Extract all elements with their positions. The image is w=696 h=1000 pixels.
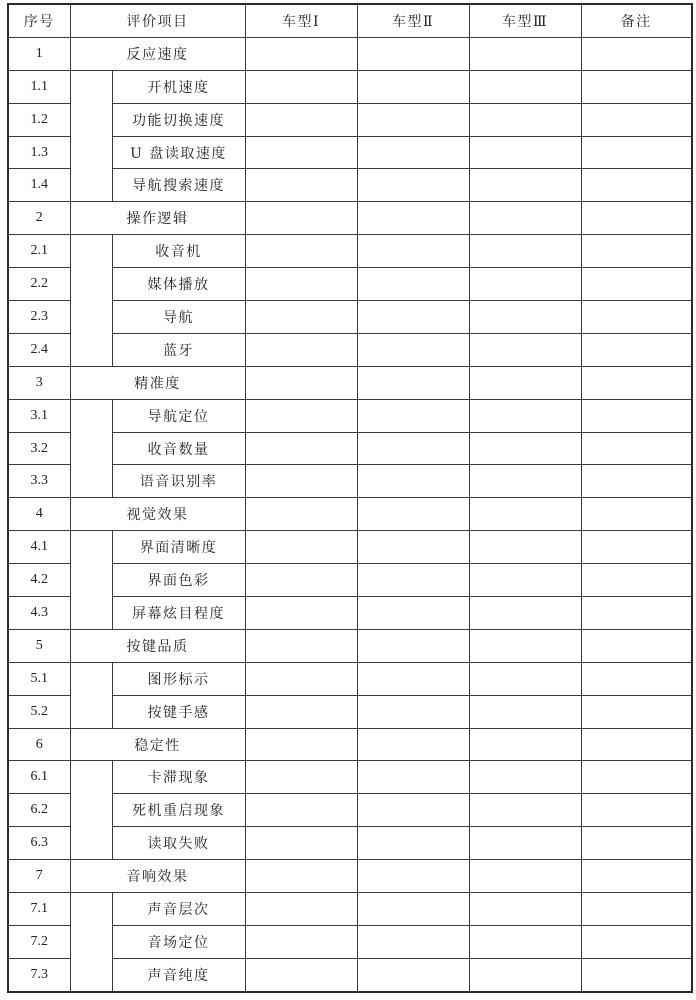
score-cell-car3[interactable]: [469, 893, 581, 926]
note-cell[interactable]: [581, 136, 692, 169]
score-cell-car1[interactable]: [245, 333, 357, 366]
note-cell[interactable]: [581, 728, 692, 761]
item-row: [8, 761, 692, 794]
category-row: [8, 728, 692, 761]
note-cell[interactable]: [581, 202, 692, 235]
note-cell[interactable]: [581, 498, 692, 531]
note-cell[interactable]: [581, 893, 692, 926]
score-cell-car3[interactable]: [469, 202, 581, 235]
item-name: 收音机: [112, 235, 245, 268]
score-cell-car3[interactable]: [469, 531, 581, 564]
score-cell-car1[interactable]: [245, 169, 357, 202]
score-cell-car3[interactable]: [469, 103, 581, 136]
score-cell-car2[interactable]: [357, 235, 469, 268]
score-cell-car1[interactable]: [245, 564, 357, 597]
score-cell-car1[interactable]: [245, 860, 357, 893]
score-cell-car2[interactable]: [357, 498, 469, 531]
score-cell-car1[interactable]: [245, 70, 357, 103]
item-name: 界面色彩: [112, 564, 245, 597]
note-cell[interactable]: [581, 827, 692, 860]
note-cell[interactable]: [581, 399, 692, 432]
category-row: [8, 860, 692, 893]
score-cell-car1[interactable]: [245, 958, 357, 991]
evaluation-table: [7, 3, 693, 993]
item-name: 功能切换速度: [112, 103, 245, 136]
score-cell-car2[interactable]: [357, 333, 469, 366]
item-group-spacer: [70, 761, 112, 860]
score-cell-car1[interactable]: [245, 728, 357, 761]
note-cell[interactable]: [581, 268, 692, 301]
score-cell-car3[interactable]: [469, 136, 581, 169]
score-cell-car1[interactable]: [245, 695, 357, 728]
note-cell[interactable]: [581, 366, 692, 399]
category-seq: 3: [8, 366, 70, 399]
item-name: 媒体播放: [112, 268, 245, 301]
item-seq: 6.2: [8, 794, 70, 827]
note-cell[interactable]: [581, 925, 692, 958]
item-name: 语音识别率: [112, 465, 245, 498]
header-car1: 车型Ⅰ: [245, 4, 357, 37]
header-seq: 序号: [8, 4, 70, 37]
category-name: 反应速度: [70, 37, 245, 70]
note-cell[interactable]: [581, 695, 692, 728]
item-group-spacer: [70, 662, 112, 728]
score-cell-car3[interactable]: [469, 235, 581, 268]
score-cell-car2[interactable]: [357, 695, 469, 728]
score-cell-car2[interactable]: [357, 432, 469, 465]
note-cell[interactable]: [581, 564, 692, 597]
score-cell-car2[interactable]: [357, 136, 469, 169]
score-cell-car2[interactable]: [357, 860, 469, 893]
score-cell-car3[interactable]: [469, 860, 581, 893]
item-name: 按键手感: [112, 695, 245, 728]
item-seq: 4.3: [8, 597, 70, 630]
note-cell[interactable]: [581, 465, 692, 498]
item-seq: 1.3: [8, 136, 70, 169]
score-cell-car2[interactable]: [357, 202, 469, 235]
score-cell-car2[interactable]: [357, 37, 469, 70]
item-group-spacer: [70, 531, 112, 630]
item-group-spacer: [70, 235, 112, 367]
score-cell-car2[interactable]: [357, 465, 469, 498]
category-name: 操作逻辑: [70, 202, 245, 235]
score-cell-car1[interactable]: [245, 827, 357, 860]
score-cell-car2[interactable]: [357, 662, 469, 695]
score-cell-car3[interactable]: [469, 465, 581, 498]
score-cell-car3[interactable]: [469, 827, 581, 860]
item-row: [8, 235, 692, 268]
item-seq: 3.1: [8, 399, 70, 432]
note-cell[interactable]: [581, 432, 692, 465]
score-cell-car3[interactable]: [469, 70, 581, 103]
item-seq: 1.2: [8, 103, 70, 136]
category-name: 音响效果: [70, 860, 245, 893]
score-cell-car2[interactable]: [357, 827, 469, 860]
item-name: 导航搜索速度: [112, 169, 245, 202]
note-cell[interactable]: [581, 531, 692, 564]
category-seq: 4: [8, 498, 70, 531]
item-seq: 1.4: [8, 169, 70, 202]
note-cell[interactable]: [581, 597, 692, 630]
item-name: 声音纯度: [112, 958, 245, 991]
score-cell-car2[interactable]: [357, 531, 469, 564]
score-cell-car2[interactable]: [357, 399, 469, 432]
item-group-spacer: [70, 893, 112, 992]
score-cell-car1[interactable]: [245, 37, 357, 70]
score-cell-car2[interactable]: [357, 794, 469, 827]
item-name: 声音层次: [112, 893, 245, 926]
item-seq: 2.4: [8, 333, 70, 366]
score-cell-car2[interactable]: [357, 597, 469, 630]
score-cell-car1[interactable]: [245, 432, 357, 465]
item-seq: 7.1: [8, 893, 70, 926]
note-cell[interactable]: [581, 958, 692, 991]
item-name: 卡滞现象: [112, 761, 245, 794]
category-name: 精准度: [70, 366, 245, 399]
category-seq: 1: [8, 37, 70, 70]
category-name: 稳定性: [70, 728, 245, 761]
category-row: [8, 629, 692, 662]
score-cell-car1[interactable]: [245, 399, 357, 432]
item-seq: 7.2: [8, 925, 70, 958]
score-cell-car1[interactable]: [245, 268, 357, 301]
score-cell-car3[interactable]: [469, 761, 581, 794]
score-cell-car2[interactable]: [357, 169, 469, 202]
item-name: 读取失败: [112, 827, 245, 860]
item-name: 收音数量: [112, 432, 245, 465]
item-group-spacer: [70, 70, 112, 202]
note-cell[interactable]: [581, 70, 692, 103]
note-cell[interactable]: [581, 169, 692, 202]
note-cell[interactable]: [581, 761, 692, 794]
note-cell[interactable]: [581, 794, 692, 827]
item-name: 导航: [112, 301, 245, 334]
score-cell-car2[interactable]: [357, 893, 469, 926]
category-row: [8, 498, 692, 531]
header-note: 备注: [581, 4, 692, 37]
score-cell-car1[interactable]: [245, 366, 357, 399]
item-name: 图形标示: [112, 662, 245, 695]
score-cell-car2[interactable]: [357, 761, 469, 794]
category-row: [8, 202, 692, 235]
score-cell-car3[interactable]: [469, 399, 581, 432]
note-cell[interactable]: [581, 662, 692, 695]
score-cell-car2[interactable]: [357, 301, 469, 334]
item-row: [8, 662, 692, 695]
item-group-spacer: [70, 399, 112, 498]
item-name: 导航定位: [112, 399, 245, 432]
note-cell[interactable]: [581, 235, 692, 268]
category-seq: 5: [8, 629, 70, 662]
note-cell[interactable]: [581, 103, 692, 136]
item-seq: 4.2: [8, 564, 70, 597]
score-cell-car1[interactable]: [245, 597, 357, 630]
score-cell-car2[interactable]: [357, 925, 469, 958]
item-name: U 盘读取速度: [112, 136, 245, 169]
item-seq: 3.2: [8, 432, 70, 465]
score-cell-car3[interactable]: [469, 37, 581, 70]
score-cell-car3[interactable]: [469, 925, 581, 958]
score-cell-car3[interactable]: [469, 629, 581, 662]
category-seq: 2: [8, 202, 70, 235]
score-cell-car2[interactable]: [357, 958, 469, 991]
score-cell-car3[interactable]: [469, 432, 581, 465]
item-seq: 5.2: [8, 695, 70, 728]
score-cell-car3[interactable]: [469, 268, 581, 301]
note-cell[interactable]: [581, 37, 692, 70]
table-body: [8, 37, 692, 991]
score-cell-car1[interactable]: [245, 498, 357, 531]
category-seq: 7: [8, 860, 70, 893]
note-cell[interactable]: [581, 629, 692, 662]
score-cell-car1[interactable]: [245, 629, 357, 662]
header-car2: 车型Ⅱ: [357, 4, 469, 37]
score-cell-car1[interactable]: [245, 301, 357, 334]
score-cell-car1[interactable]: [245, 465, 357, 498]
score-cell-car2[interactable]: [357, 728, 469, 761]
score-cell-car2[interactable]: [357, 70, 469, 103]
note-cell[interactable]: [581, 301, 692, 334]
score-cell-car1[interactable]: [245, 103, 357, 136]
score-cell-car3[interactable]: [469, 662, 581, 695]
score-cell-car3[interactable]: [469, 958, 581, 991]
category-row: [8, 366, 692, 399]
category-row: [8, 37, 692, 70]
score-cell-car3[interactable]: [469, 333, 581, 366]
item-seq: 2.3: [8, 301, 70, 334]
note-cell[interactable]: [581, 333, 692, 366]
header-item: 评价项目: [70, 4, 245, 37]
item-name: 屏幕炫目程度: [112, 597, 245, 630]
score-cell-car1[interactable]: [245, 662, 357, 695]
item-seq: 2.1: [8, 235, 70, 268]
score-cell-car2[interactable]: [357, 366, 469, 399]
item-row: [8, 893, 692, 926]
item-row: [8, 70, 692, 103]
category-name: 视觉效果: [70, 498, 245, 531]
item-seq: 5.1: [8, 662, 70, 695]
score-cell-car3[interactable]: [469, 597, 581, 630]
score-cell-car1[interactable]: [245, 925, 357, 958]
score-cell-car1[interactable]: [245, 893, 357, 926]
note-cell[interactable]: [581, 860, 692, 893]
item-seq: 6.3: [8, 827, 70, 860]
item-name: 音场定位: [112, 925, 245, 958]
item-row: [8, 399, 692, 432]
item-seq: 7.3: [8, 958, 70, 991]
score-cell-car1[interactable]: [245, 761, 357, 794]
score-cell-car2[interactable]: [357, 629, 469, 662]
header-row: [8, 4, 692, 37]
score-cell-car2[interactable]: [357, 103, 469, 136]
item-seq: 2.2: [8, 268, 70, 301]
item-seq: 4.1: [8, 531, 70, 564]
item-name: 界面清晰度: [112, 531, 245, 564]
score-cell-car1[interactable]: [245, 202, 357, 235]
score-cell-car3[interactable]: [469, 728, 581, 761]
score-cell-car1[interactable]: [245, 235, 357, 268]
item-row: [8, 531, 692, 564]
score-cell-car3[interactable]: [469, 366, 581, 399]
score-cell-car1[interactable]: [245, 531, 357, 564]
item-seq: 3.3: [8, 465, 70, 498]
item-name: 死机重启现象: [112, 794, 245, 827]
score-cell-car3[interactable]: [469, 695, 581, 728]
category-name: 按键品质: [70, 629, 245, 662]
header-car3: 车型Ⅲ: [469, 4, 581, 37]
score-cell-car3[interactable]: [469, 498, 581, 531]
item-name: 开机速度: [112, 70, 245, 103]
category-seq: 6: [8, 728, 70, 761]
score-cell-car3[interactable]: [469, 301, 581, 334]
score-cell-car3[interactable]: [469, 169, 581, 202]
score-cell-car2[interactable]: [357, 564, 469, 597]
item-seq: 1.1: [8, 70, 70, 103]
item-name: 蓝牙: [112, 333, 245, 366]
score-cell-car2[interactable]: [357, 268, 469, 301]
item-seq: 6.1: [8, 761, 70, 794]
score-cell-car3[interactable]: [469, 794, 581, 827]
score-cell-car3[interactable]: [469, 564, 581, 597]
score-cell-car1[interactable]: [245, 794, 357, 827]
score-cell-car1[interactable]: [245, 136, 357, 169]
